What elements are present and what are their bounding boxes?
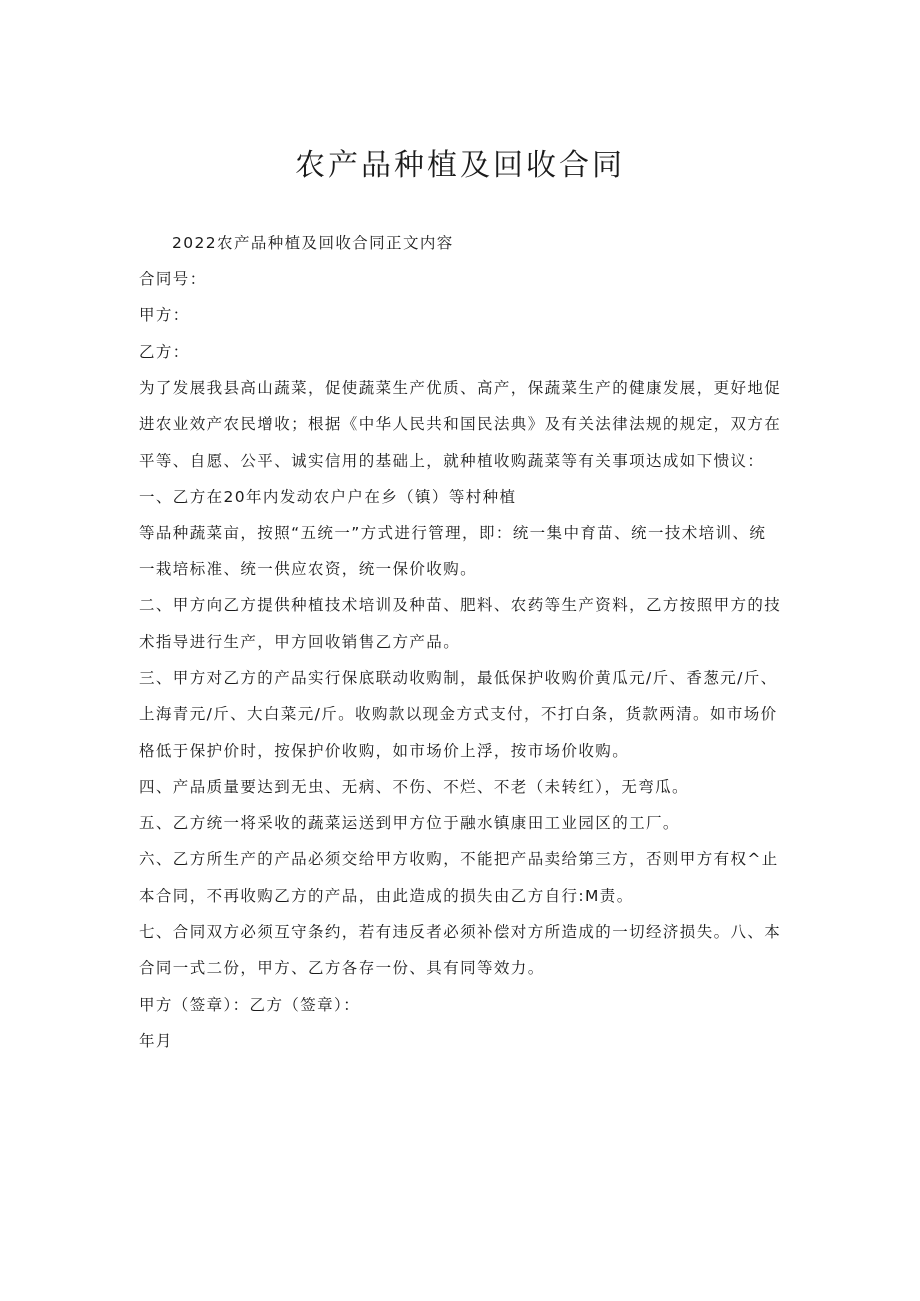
clause-6-line: 本合同，不再收购乙方的产品，由此造成的损失由乙方自行:M责。 — [139, 887, 634, 905]
body-line: 进农业效产农民增收；根据《中华人民共和国民法典》及有关法律法规的规定，双方在 — [139, 415, 782, 433]
contract-number-label: 合同号： — [139, 270, 207, 288]
clause-7-line: 七、合同双方必须互守条约，若有违反者必须补偿对方所造成的一切经济损失。八、本 — [139, 923, 782, 941]
party-a-label: 甲方： — [139, 306, 190, 324]
clause-2-line: 二、甲方向乙方提供种植技术培训及种苗、肥料、农药等生产资料，乙方按照甲方的技 — [139, 596, 782, 614]
clause-5-line: 五、乙方统一将采收的蔬菜运送到甲方位于融水镇康田工业园区的工厂。 — [139, 814, 680, 832]
body-line: 为了发展我县高山蔬菜，促使蔬菜生产优质、高产，保蔬菜生产的健康发展，更好地促 — [139, 379, 782, 397]
clause-6-line: 六、乙方所生产的产品必须交给甲方收购，不能把产品卖给第三方，否则甲方有权^止 — [139, 850, 779, 868]
document-title: 农产品种植及回收合同 — [295, 148, 625, 183]
party-b-label: 乙方： — [139, 343, 190, 361]
body-line: 平等、自愿、公平、诚实信用的基础上，就种植收购蔬菜等有关事项达成如下愦议： — [139, 452, 765, 470]
clause-8-line: 合同一式二份，甲方、乙方各存一份、具有同等效力。 — [139, 959, 545, 977]
clause-3-line: 三、甲方对乙方的产品实行保底联动收购制，最低保护收购价黄瓜元/斤、香葱元/斤、 — [139, 669, 778, 687]
document-subtitle: 2022农产品种植及回收合同正文内容 — [172, 234, 454, 252]
clause-4-line: 四、产品质量要达到无虫、无病、不伤、不烂、不老（未转红），无弯瓜。 — [139, 778, 689, 796]
clause-1-line: 一、乙方在20年内发动农户户在乡（镇）等村种植 — [139, 488, 517, 506]
clause-1-line: 一栽培标准、统一供应农资，统一保价收购。 — [139, 560, 478, 578]
date-line: 年月 — [139, 1032, 173, 1050]
clause-1-line: 等品种蔬菜亩，按照“五统一”方式进行管理，即：统一集中育苗、统一技术培训、统 — [139, 524, 767, 542]
clause-2-line: 术指导进行生产，甲方回收销售乙方产品。 — [139, 633, 461, 651]
clause-3-line: 格低于保护价时，按保护价收购，如市场价上浮，按市场价收购。 — [139, 742, 630, 760]
signature-line: 甲方（签章）：乙方（签章）： — [139, 996, 361, 1014]
clause-3-line: 上海青元/斤、大白菜元/斤。收购款以现金方式支付，不打白条，货款两清。如市场价 — [139, 705, 778, 723]
